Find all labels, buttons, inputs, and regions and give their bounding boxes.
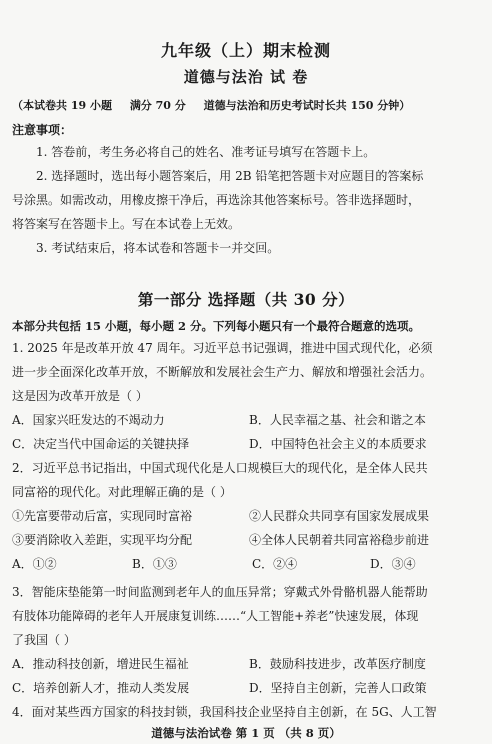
question-2-option-b: B．①③ [132, 557, 177, 571]
question-1-options-row-1 [12, 408, 486, 432]
question-1 [12, 336, 486, 456]
question-1-line-3: 这是因为改革开放是（ ） [12, 389, 148, 403]
exam-info [12, 97, 488, 113]
notice-item-3: 3. 考试结束后，将本试卷和答题卡一并交回。 [36, 241, 280, 255]
question-2-option-d: D．③④ [370, 557, 416, 571]
notice-item-1: 1. 答卷前，考生务必将自己的姓名、准考证号填写在答题卡上。 [36, 145, 376, 159]
question-1-option-b: B．人民幸福之基、社会和谐之本 [249, 413, 426, 427]
question-2-statement-1: ①先富要带动后富，实现同时富裕 [12, 509, 193, 523]
question-2-statements-row-2 [12, 528, 486, 552]
question-3-option-d: D．坚持自主创新，完善人口政策 [249, 681, 427, 695]
question-2-line-1: 2．习近平总书记指出，中国式现代化是人口规模巨大的现代化，是全体人民共 [12, 461, 428, 475]
notice-item-2-line-2: 号涂黑。如需改动，用橡皮擦干净后，再选涂其他答案标号。答非选择题时， [12, 193, 421, 207]
question-3-option-a: A．推动科技创新，增进民生福祉 [12, 657, 189, 671]
question-1-option-d: D．中国特色社会主义的本质要求 [249, 437, 427, 451]
section-description: 本部分共包括 15 小题，每小题 2 分。下列每小题只有一个最符合题意的选项。 [12, 319, 421, 333]
question-3-option-b: B．鼓励科技进步，改革医疗制度 [249, 657, 426, 671]
question-1-line-2: 进一步全面深化改革开放，不断解放和发展社会生产力、解放和增强社会活力。 [12, 365, 433, 379]
question-1-option-a: A．国家兴旺发达的不竭动力 [12, 413, 165, 427]
question-1-option-c: C．决定当代中国命运的关键抉择 [12, 437, 190, 451]
question-4 [12, 700, 486, 724]
question-2-statements-row-1 [12, 504, 486, 528]
section-title: 第一部分 选择题（共 30 分） [137, 290, 355, 309]
notice-item-2-line-1: 2. 选择题时，选出每小题答案后，用 2B 铅笔把答题卡对应题目的答案标 [36, 169, 424, 183]
question-2 [12, 456, 486, 576]
question-3-option-c: C．培养创新人才，推动人类发展 [12, 681, 190, 695]
exam-info-score: 满分 70 分 [129, 99, 186, 112]
notice-heading: 注意事项： [12, 123, 73, 137]
question-3-line-1: 3．智能床垫能第一时间监测到老年人的血压异常；穿戴式外骨骼机器人能帮助 [12, 585, 428, 599]
exam-subject: 道德与法治 试 卷 [183, 68, 309, 86]
page-footer: 道德与法治试卷 第 1 页 （共 8 页） [151, 726, 341, 740]
notice-list [12, 140, 482, 260]
question-1-options-row-2 [12, 432, 486, 456]
exam-info-time: 道德与法治和历史考试时长共 150 分钟） [203, 99, 411, 112]
question-2-options [12, 552, 486, 576]
question-1-line-1: 1. 2025 年是改革开放 47 周年。习近平总书记强调，推进中国式现代化，必须 [12, 341, 433, 355]
question-4-line-1: 4．面对某些西方国家的科技封锁，我国科技企业坚持自主创新，在 5G、人工智 [12, 705, 437, 719]
exam-info-questions: （本试卷共 19 小题 [12, 99, 112, 112]
question-2-statement-2: ②人民群众共同享有国家发展成果 [249, 509, 430, 523]
question-3-line-2: 有肢体功能障碍的老年人开展康复训练……“人工智能+养老”快速发展，体现 [12, 609, 419, 623]
question-2-statement-4: ④全体人民朝着共同富裕稳步前进 [249, 533, 430, 547]
question-3 [12, 580, 486, 700]
question-2-option-c: C．②④ [252, 557, 298, 571]
question-3-line-3: 了我国（ ） [12, 633, 76, 647]
notice-item-2-line-3: 将答案写在答题卡上。写在本试卷上无效。 [12, 217, 241, 231]
question-2-statement-3: ③要消除收入差距，实现平均分配 [12, 533, 193, 547]
question-2-line-2: 同富裕的现代化。对此理解正确的是（ ） [12, 485, 232, 499]
question-2-option-a: A．①② [12, 557, 57, 571]
exam-title: 九年级（上）期末检测 [160, 41, 331, 60]
question-3-options-row-2 [12, 676, 486, 700]
question-3-options-row-1 [12, 652, 486, 676]
